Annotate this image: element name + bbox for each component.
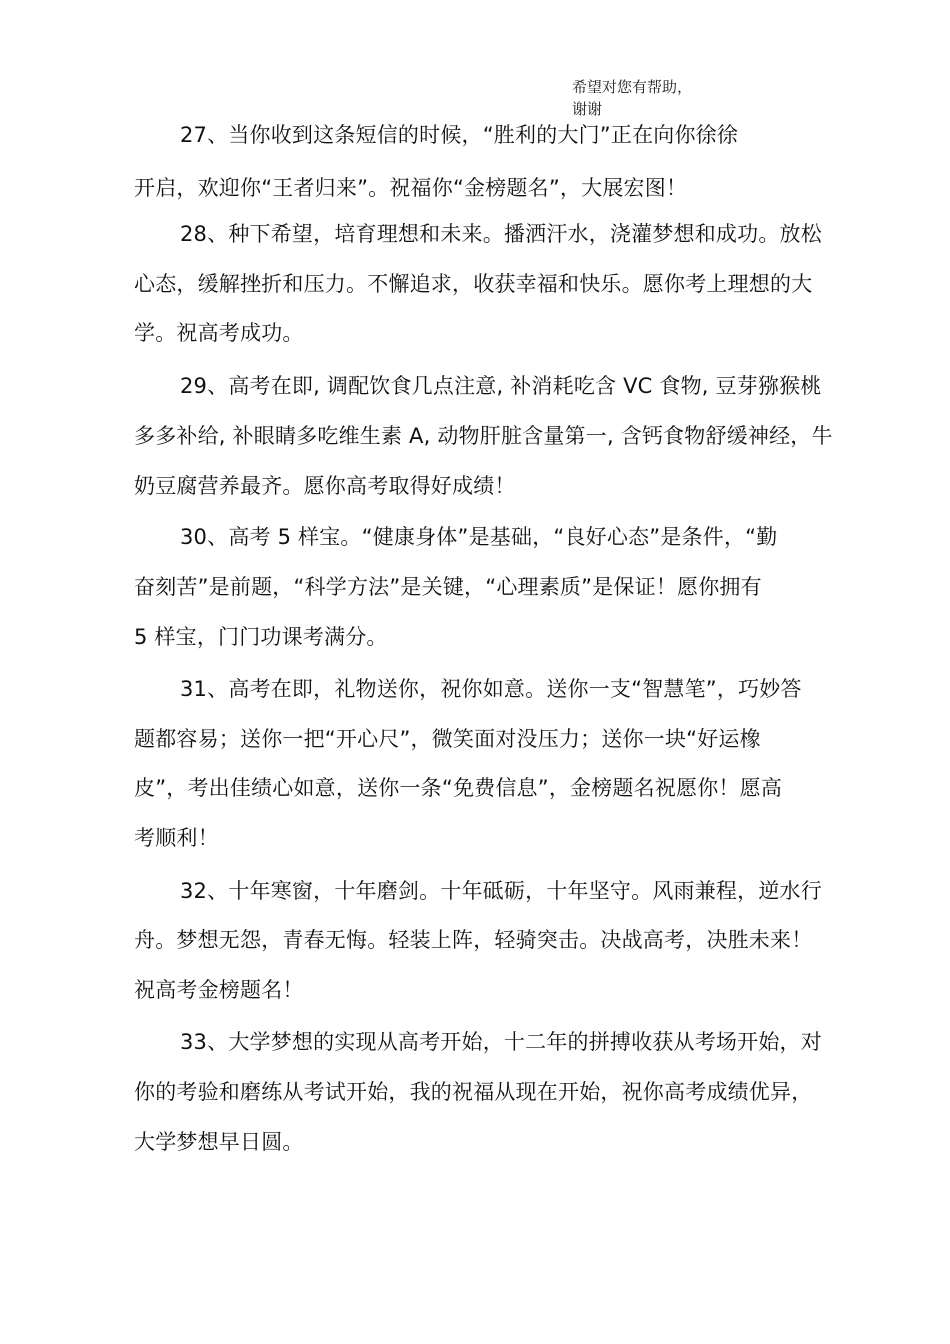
paragraph-28-line-2: 心态，缓解挫折和压力。不懈追求，收获幸福和快乐。愿你考上理想的大 xyxy=(134,272,813,296)
paragraph-29-line-3: 奶豆腐营养最齐。愿你高考取得好成绩！ xyxy=(134,474,516,498)
paragraph-31-line-3: 皮”，考出佳绩心如意，送你一条“免费信息”，金榜题名祝愿你！愿高 xyxy=(134,776,783,800)
paragraph-33-line-2: 你的考验和磨练从考试开始，我的祝福从现在开始，祝你高考成绩优异， xyxy=(134,1080,813,1104)
paragraph-31-line-2: 题都容易；送你一把“开心尺”，微笑面对没压力；送你一块“好运橡 xyxy=(134,727,761,751)
paragraph-31-line-4: 考顺利！ xyxy=(134,826,219,850)
paragraph-32-line-2: 舟。梦想无怨，青春无悔。轻装上阵，轻骑突击。决战高考，决胜未来！ xyxy=(134,928,813,952)
paragraph-29-line-2: 多多补给, 补眼睛多吃维生素 A, 动物肝脏含量第一, 含钙食物舒缓神经，牛 xyxy=(134,424,833,448)
paragraph-29-line-1: 29、高考在即, 调配饮食几点注意, 补消耗吃含 VC 食物, 豆芽猕猴桃 xyxy=(180,374,822,398)
paragraph-31-line-1: 31、高考在即，礼物送你，祝你如意。送你一支“智慧笔”，巧妙答 xyxy=(180,677,802,701)
paragraph-30-line-2: 奋刻苦”是前题，“科学方法”是关键，“心理素质”是保证！愿你拥有 xyxy=(134,575,762,599)
paragraph-33-line-3: 大学梦想早日圆。 xyxy=(134,1130,304,1154)
note-line-1: 希望对您有帮助， xyxy=(572,78,693,96)
paragraph-30-line-1: 30、高考 5 样宝。“健康身体”是基础，“良好心态”是条件，“勤 xyxy=(180,525,778,549)
paragraph-28-line-1: 28、种下希望，培育理想和未来。播洒汗水，浇灌梦想和成功。放松 xyxy=(180,222,822,246)
note-line-2: 谢谢 xyxy=(572,100,603,118)
paragraph-30-line-3: 5 样宝，门门功课考满分。 xyxy=(134,625,388,649)
paragraph-33-line-1: 33、大学梦想的实现从高考开始，十二年的拼搏收获从考场开始，对 xyxy=(180,1030,822,1054)
paragraph-27-line-1: 27、当你收到这条短信的时候，“胜利的大门”正在向你徐徐 xyxy=(180,123,739,147)
paragraph-27-line-2: 开启，欢迎你“王者归来”。祝福你“金榜题名”，大展宏图！ xyxy=(134,176,688,200)
paragraph-32-line-3: 祝高考金榜题名！ xyxy=(134,978,304,1002)
paragraph-32-line-1: 32、十年寒窗，十年磨剑。十年砥砺，十年坚守。风雨兼程，逆水行 xyxy=(180,879,822,903)
paragraph-28-line-3: 学。祝高考成功。 xyxy=(134,321,304,345)
thank-you-note xyxy=(572,76,692,120)
